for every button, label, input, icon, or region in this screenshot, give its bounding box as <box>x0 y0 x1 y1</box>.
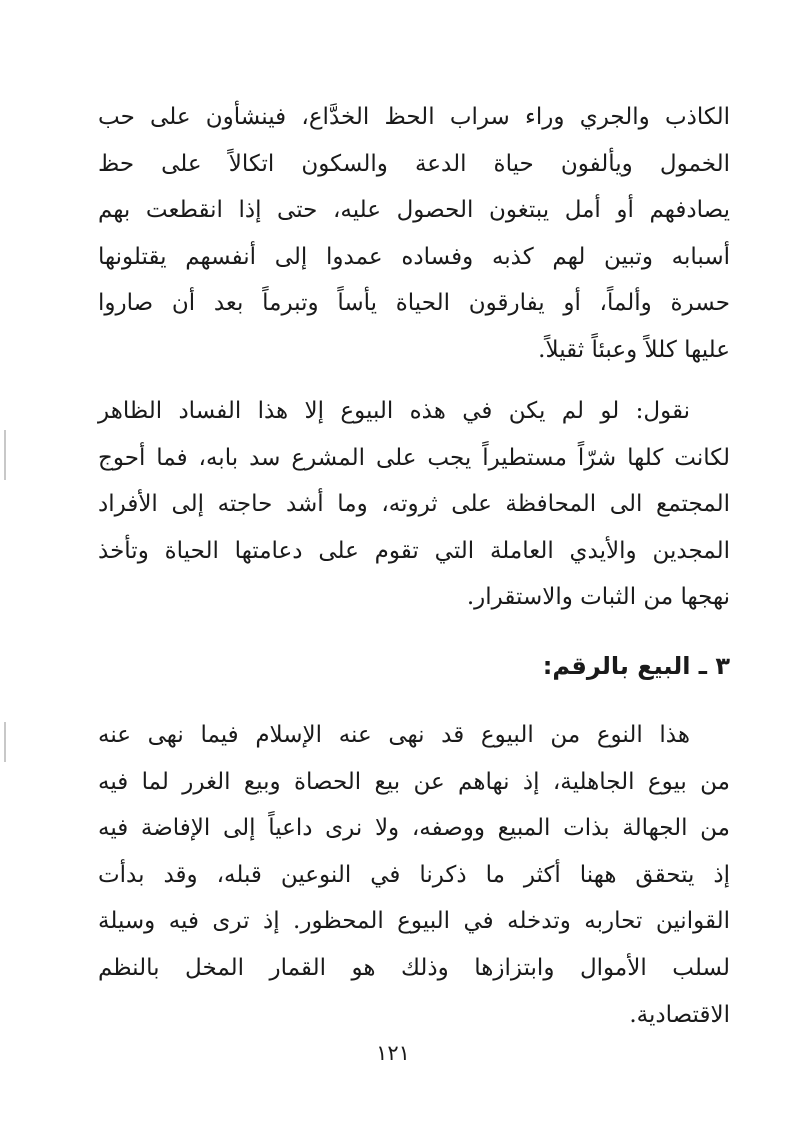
paragraph-line: هذا النوع من البيوع قد نهى عنه الإسلام فيما نهى عنه <box>98 722 690 748</box>
paragraph-1 <box>98 94 730 374</box>
page-number: ١٢١ <box>376 1041 410 1065</box>
section-heading: ٣ ـ البيع بالرقم: <box>542 652 730 680</box>
paragraph-line: حسرة وألماً، أو يفارقون الحياة يأساً وتبرماً بعد أن صاروا <box>98 290 730 317</box>
paragraph-3 <box>98 712 730 1038</box>
paragraph-line: نهجها من الثبات والاستقرار. <box>466 584 730 611</box>
paragraph-line: المجتمع الى المحافظة على ثروته، وما أشد حاجته إلى الأفراد <box>98 491 730 518</box>
paragraph-line: من الجهالة بذات المبيع ووصفه، ولا نرى داعياً إلى الإفاضة فيه <box>98 815 730 842</box>
paragraph-line: نقول: لو لم يكن في هذه البيوع إلا هذا الفساد الظاهر <box>98 398 690 424</box>
paragraph-line: يصادفهم أو أمل يبتغون الحصول عليه، حتى إذا انقطعت بهم <box>98 197 730 224</box>
paragraph-line: عليها كللاً وعبئاً ثقيلاً. <box>538 336 730 363</box>
paragraph-line: لسلب الأموال وابتزازها وذلك هو القمار المخل بالنظم <box>98 954 730 981</box>
scan-margin-mark <box>4 430 6 480</box>
paragraph-line: لكانت كلها شرّاً مستطيراً يجب على المشرع سد بابه، فما أحوج <box>98 444 730 471</box>
scan-margin-mark <box>4 722 6 762</box>
paragraph-line: القوانين تحاربه وتدخله في البيوع المحظور. إذ ترى فيه وسيلة <box>98 908 730 935</box>
paragraph-line: الخمول ويألفون حياة الدعة والسكون اتكالاً على حظ <box>98 150 730 177</box>
paragraph-2 <box>98 388 730 621</box>
paragraph-line: الكاذب والجري وراء سراب الحظ الخدَّاع، فينشأون على حب <box>98 104 730 130</box>
paragraph-line: المجدين والأيدي العاملة التي تقوم على دعامتها الحياة وتأخذ <box>98 537 730 564</box>
paragraph-line: إذ يتحقق ههنا أكثر ما ذكرنا في النوعين قبله، وقد بدأت <box>98 861 730 888</box>
paragraph-line: الاقتصادية. <box>629 1001 730 1028</box>
paragraph-line: من بيوع الجاهلية، إذ نهاهم عن بيع الحصاة وبيع الغرر لما فيه <box>98 768 730 795</box>
paragraph-line: أسبابه وتبين لهم كذبه وفساده عمدوا إلى أنفسهم يقتلونها <box>98 243 730 270</box>
